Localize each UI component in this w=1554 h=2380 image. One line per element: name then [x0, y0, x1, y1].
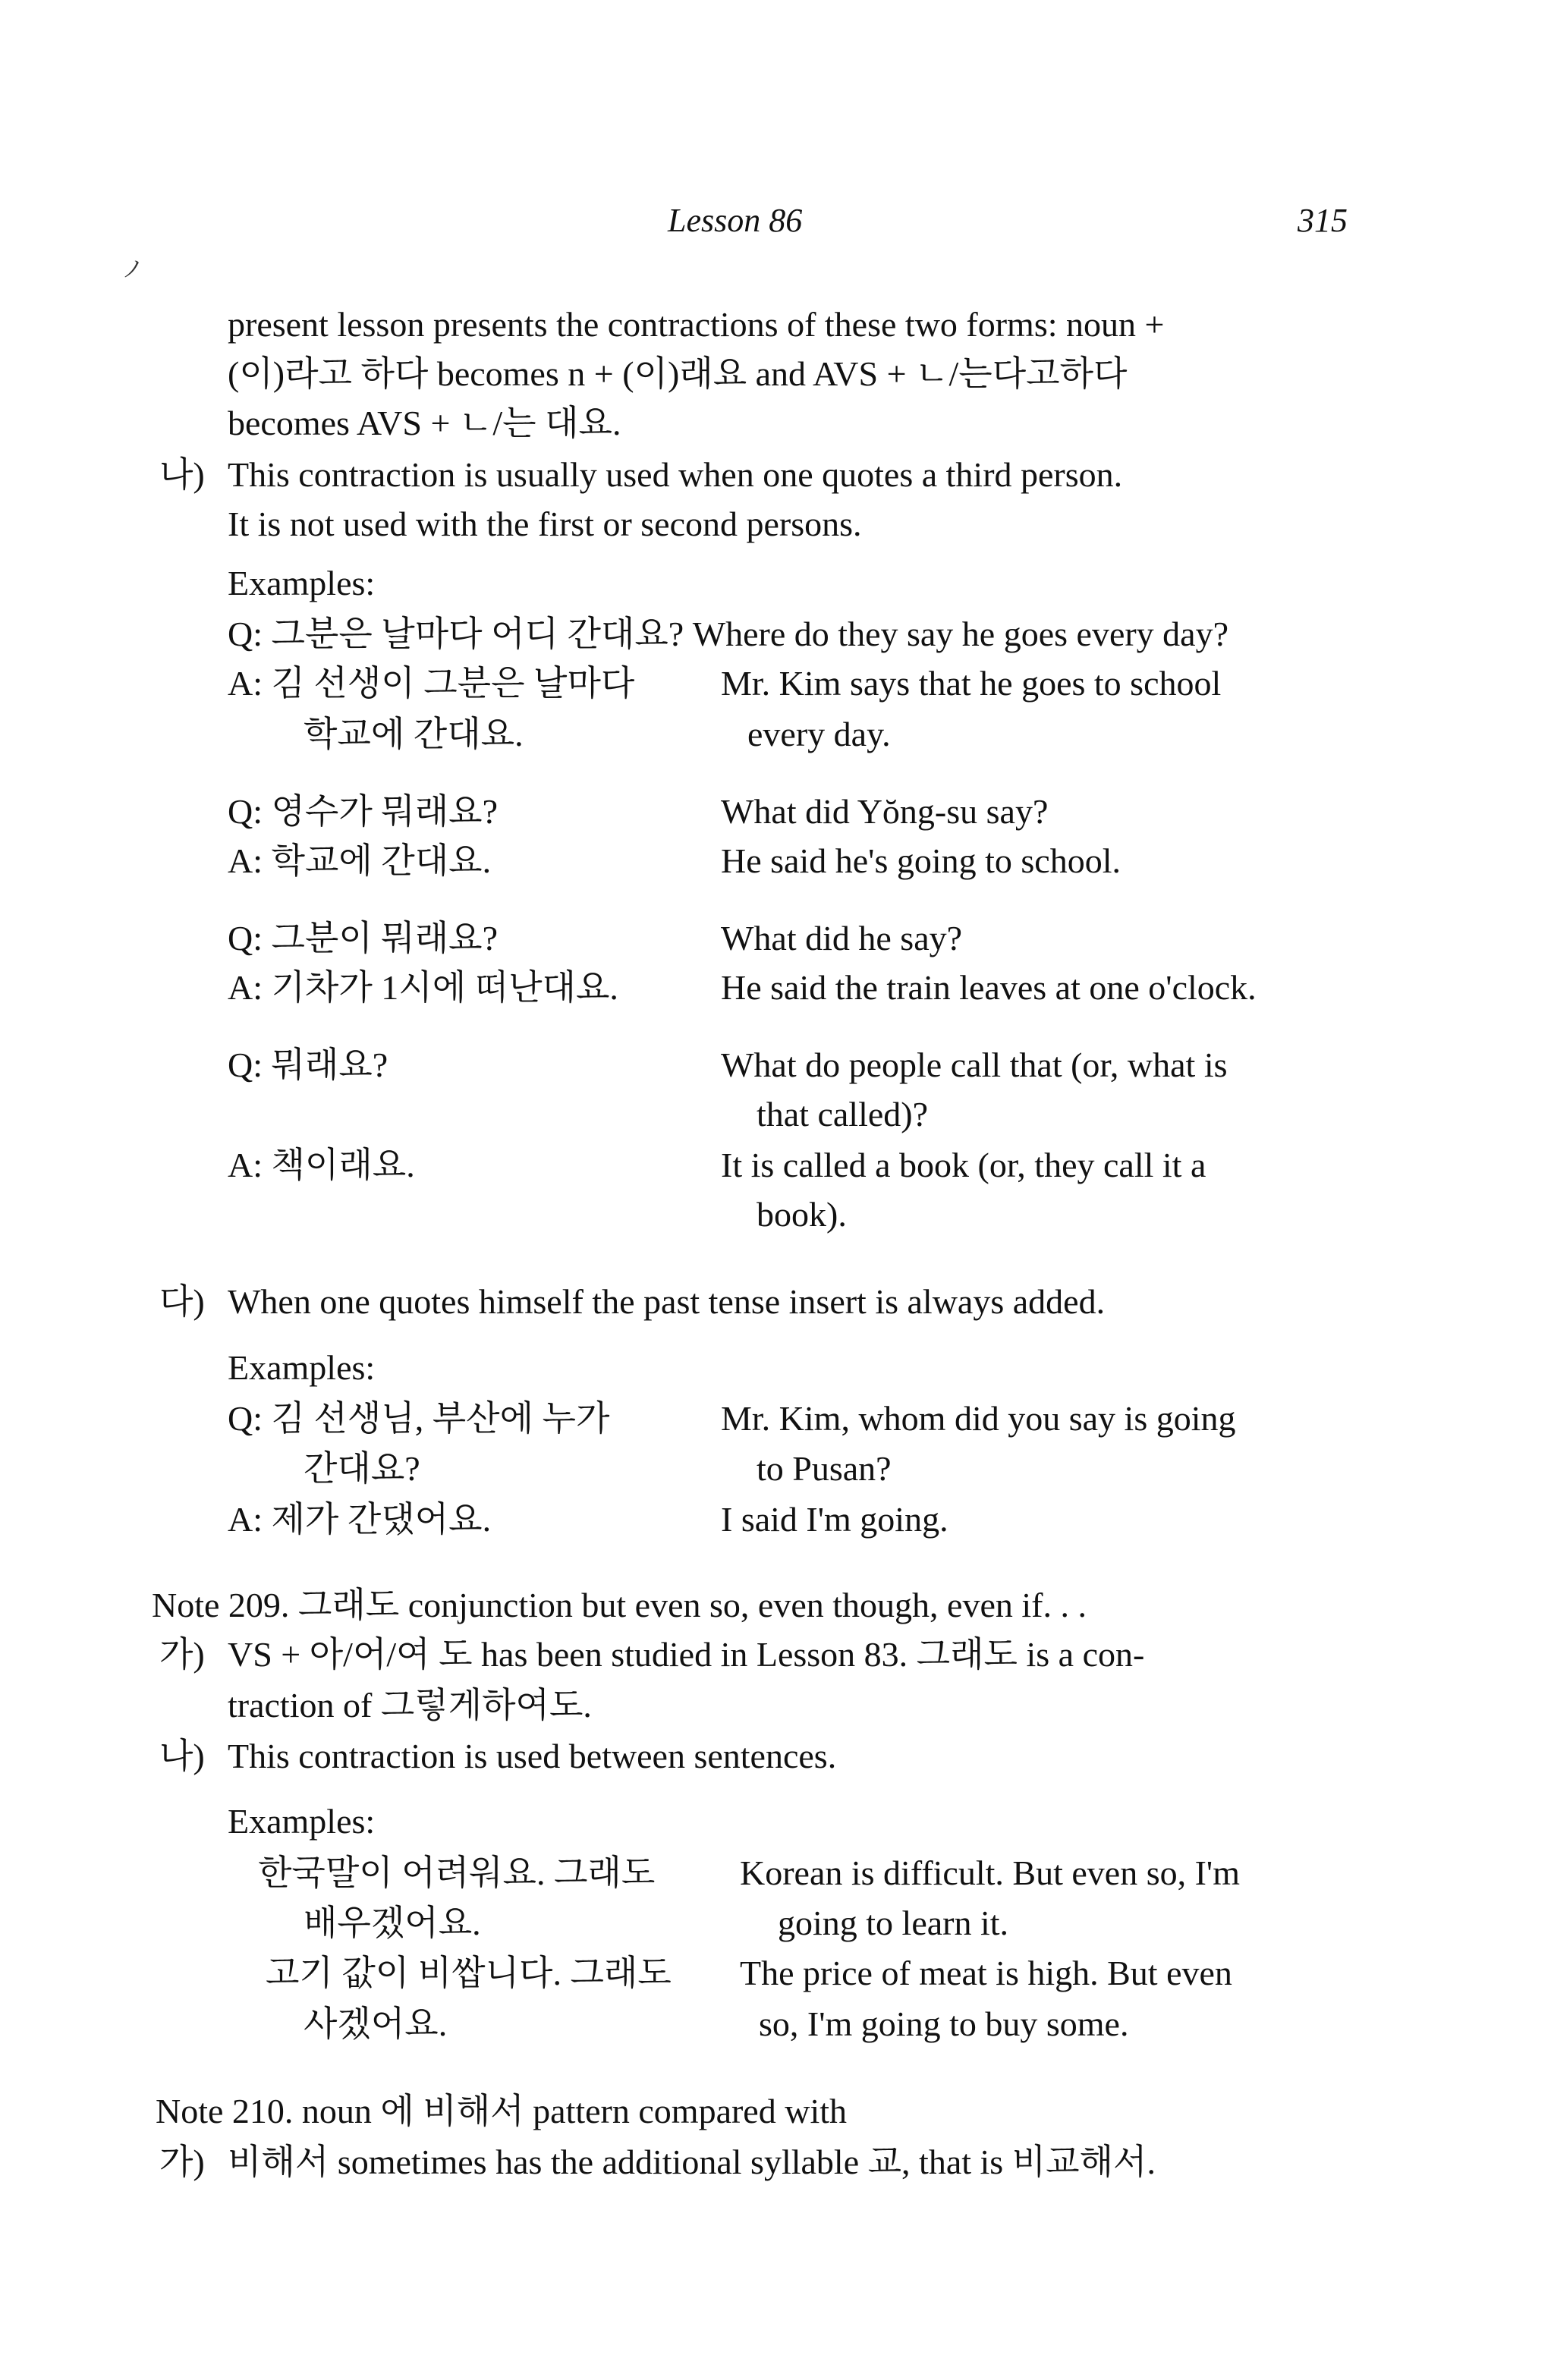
- text-line: 가): [159, 1635, 205, 1674]
- text-line: Q: 뭐래요?: [228, 1045, 388, 1084]
- text-line: When one quotes himself the past tense insert is always added.: [228, 1282, 1106, 1321]
- text-line: What did Yŏng-su say?: [721, 792, 1049, 831]
- text-line: Mr. Kim says that he goes to school: [721, 664, 1222, 703]
- text-line: Note 210. noun 에 비해서 pattern compared with: [156, 2092, 848, 2130]
- text-line: 한국말이 어려워요. 그래도: [258, 1853, 656, 1892]
- text-line: 비해서 sometimes has the additional syllable 교, that is 비교해서.: [228, 2143, 1156, 2181]
- text-line: 가): [159, 2143, 205, 2181]
- text-line: VS + 아/어/여 도 has been studied in Lesson 83. 그래도 is a con-: [228, 1635, 1145, 1674]
- text-line: so, I'm going to buy some.: [759, 2004, 1129, 2043]
- text-line: that called)?: [757, 1095, 929, 1133]
- text-line: Examples:: [228, 1802, 376, 1841]
- text-line: This contraction is usually used when one quotes a third person.: [228, 455, 1123, 494]
- text-line: Examples:: [228, 1348, 376, 1387]
- text-line: book).: [757, 1195, 847, 1234]
- text-line: Korean is difficult. But even so, I'm: [740, 1853, 1240, 1892]
- text-line: I said I'm going.: [721, 1500, 948, 1539]
- text-line: A: 책이래요.: [228, 1146, 415, 1184]
- text-line: A: 김 선생이 그분은 날마다: [228, 664, 635, 703]
- text-line: What do people call that (or, what is: [721, 1045, 1228, 1084]
- text-line: Examples:: [228, 564, 376, 602]
- text-line: 배우겠어요.: [304, 1904, 481, 1942]
- text-line: 다): [159, 1282, 205, 1321]
- text-line: A: 제가 간댔어요.: [228, 1500, 492, 1539]
- text-line: (이)라고 하다 becomes n + (이)래요 and AVS + ㄴ/는다고하다: [228, 354, 1128, 393]
- text-line: 간대요?: [304, 1449, 420, 1488]
- text-line: becomes AVS + ㄴ/는 대요.: [228, 404, 621, 442]
- text-line: 나): [159, 455, 205, 494]
- running-header-title: Lesson 86: [668, 202, 803, 239]
- text-line: Q: 그분이 뭐래요?: [228, 919, 499, 957]
- text-line: 사겠어요.: [304, 2004, 448, 2043]
- text-line: Mr. Kim, whom did you say is going: [721, 1399, 1236, 1438]
- text-line: going to learn it.: [778, 1904, 1009, 1942]
- text-line: 고기 값이 비쌉니다. 그래도: [266, 1954, 672, 1992]
- text-line: 학교에 간대요.: [304, 715, 524, 753]
- text-line: This contraction is used between sentences.: [228, 1737, 837, 1775]
- text-line: to Pusan?: [757, 1449, 892, 1488]
- text-line: 나): [159, 1737, 205, 1775]
- text-line: It is called a book (or, they call it a: [721, 1146, 1206, 1184]
- text-line: Q: 그분은 날마다 어디 간대요? Where do they say he goes every day?: [228, 615, 1229, 653]
- margin-mark: ノ: [121, 257, 144, 282]
- text-line: Q: 김 선생님, 부산에 누가: [228, 1399, 610, 1438]
- text-line: The price of meat is high. But even: [740, 1954, 1232, 1992]
- text-line: Note 209. 그래도 conjunction but even so, even though, even if. . .: [152, 1586, 1087, 1624]
- text-line: present lesson presents the contractions of these two forms: noun +: [228, 305, 1165, 344]
- text-line: A: 학교에 간대요.: [228, 841, 492, 880]
- text-line: every day.: [747, 715, 891, 753]
- text-line: He said the train leaves at one o'clock.: [721, 968, 1257, 1007]
- text-line: traction of 그렇게하여도.: [228, 1686, 592, 1724]
- text-line: A: 기차가 1시에 떠난대요.: [228, 968, 618, 1007]
- text-line: What did he say?: [721, 919, 963, 957]
- text-line: He said he's going to school.: [721, 841, 1121, 880]
- text-line: Q: 영수가 뭐래요?: [228, 792, 499, 831]
- page-number: 315: [1298, 202, 1348, 239]
- text-line: It is not used with the first or second persons.: [228, 505, 862, 543]
